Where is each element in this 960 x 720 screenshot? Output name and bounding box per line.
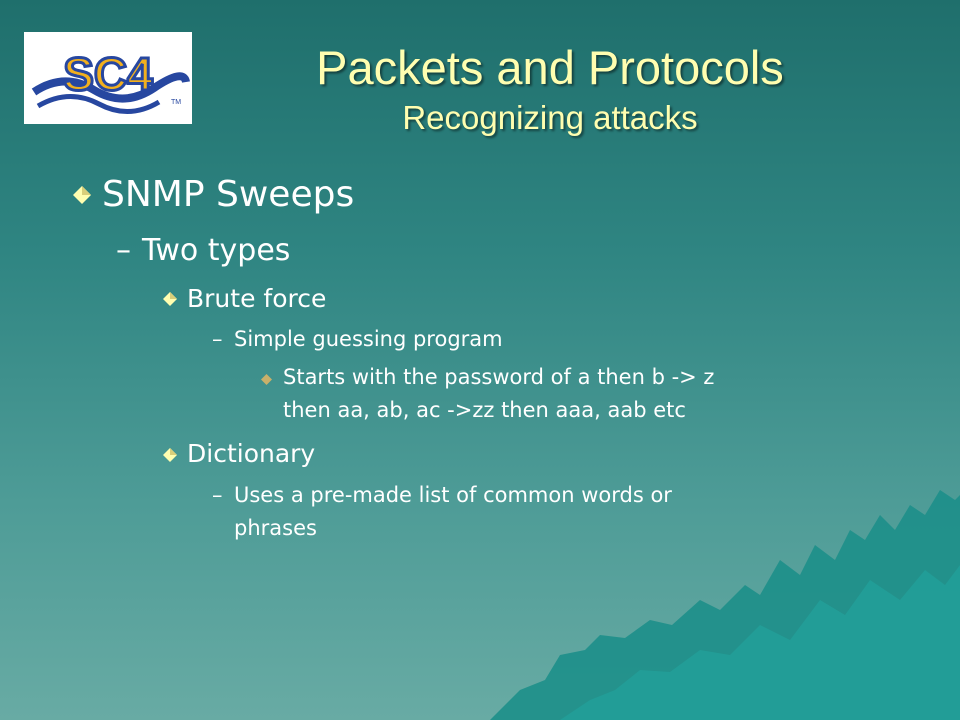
bullet-snmp-sweeps: SNMP Sweeps <box>102 174 355 215</box>
diamond-bullet-icon <box>72 185 92 205</box>
dash-marker: – <box>212 483 223 507</box>
bullet-two-types: Two types <box>142 233 291 268</box>
bullet-dictionary-detail-line1: Uses a pre-made list of common words or <box>234 483 672 507</box>
dash-marker: – <box>212 327 223 351</box>
bullet-dictionary: Dictionary <box>187 439 316 468</box>
bullet-example-line1: Starts with the password of a then b -> z <box>283 365 715 389</box>
slide-title: Packets and Protocols <box>316 41 784 94</box>
logo-tm: TM <box>170 99 182 106</box>
bullet-brute-force: Brute force <box>187 284 327 313</box>
bullet-dictionary-detail-line2: phrases <box>234 516 317 540</box>
logo-text: SC4 <box>63 48 153 100</box>
dash-marker: – <box>116 233 131 268</box>
diamond-bullet-icon <box>162 447 178 463</box>
bullet-example-line2: then aa, ab, ac ->zz then aaa, aab etc <box>283 398 686 422</box>
bullet-simple-guessing: Simple guessing program <box>234 327 503 351</box>
diamond-bullet-icon <box>162 291 178 307</box>
diamond-bullet-icon <box>260 373 273 386</box>
slide-subtitle: Recognizing attacks <box>402 99 698 136</box>
